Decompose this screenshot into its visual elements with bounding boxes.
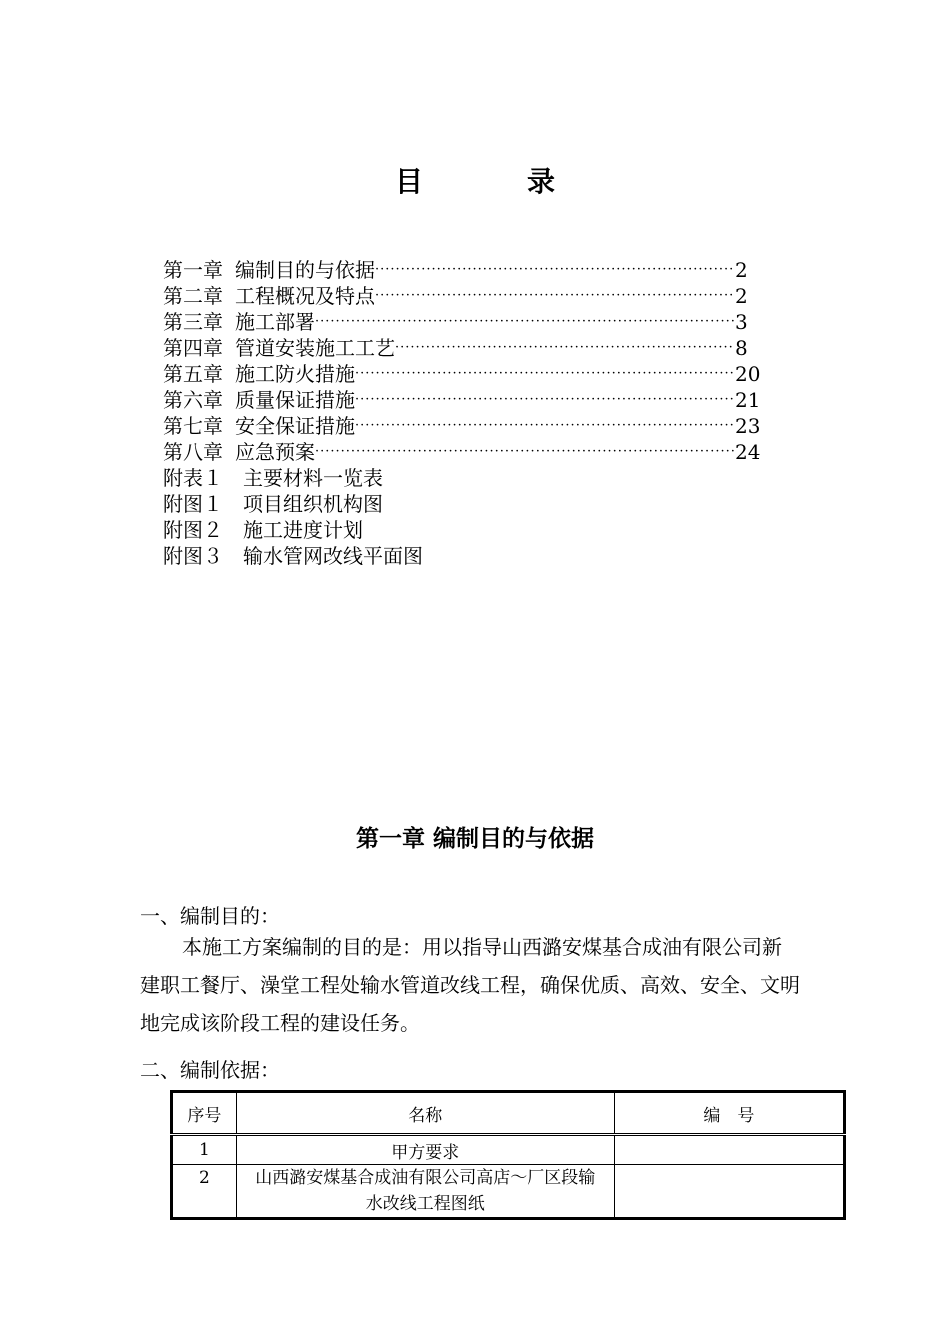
toc-chapter-number: 第二章 (163, 284, 223, 308)
toc-page-number: 24 (735, 440, 761, 464)
toc-entry[interactable] (163, 439, 763, 465)
toc-chapter-name: 质量保证措施 (235, 388, 355, 412)
toc-appendix-name: 项目组织机构图 (243, 492, 383, 516)
table-cell-name: 山西潞安煤基合成油有限公司高店～厂区段输水改线工程图纸 (236, 1165, 614, 1219)
table-cell-no: 1 (172, 1135, 237, 1165)
toc-chapter-number: 第四章 (163, 336, 223, 360)
toc-appendix-label: 附表１ (163, 466, 223, 490)
toc-leader-dots (375, 257, 735, 283)
basis-table (170, 1090, 846, 1220)
toc-entry[interactable] (163, 387, 763, 413)
column-header-name: 名称 (236, 1092, 614, 1135)
toc-chapter-number: 第五章 (163, 362, 223, 386)
toc-page-number: 3 (735, 310, 748, 334)
toc-appendix-name: 施工进度计划 (243, 518, 363, 542)
toc-page-number: 8 (735, 336, 748, 360)
purpose-paragraph: 本施工方案编制的目的是：用以指导山西潞安煤基合成油有限公司新建职工餐厅、澡堂工程处输水管道改线工程，确保优质、高效、安全、文明地完成该阶段工程的建设任务。 (140, 935, 800, 1035)
toc-chapter-name: 管道安装施工工艺 (235, 336, 395, 360)
toc-entry[interactable] (163, 309, 763, 335)
toc-entry[interactable] (163, 361, 763, 387)
toc-page-number: 21 (735, 388, 761, 412)
toc-chapter-number: 第一章 (163, 258, 223, 282)
toc-appendix-entry[interactable] (163, 465, 763, 491)
toc-entry[interactable] (163, 335, 763, 361)
toc-entry[interactable] (163, 283, 763, 309)
toc-appendix-entry[interactable] (163, 543, 763, 569)
toc-chapter-name: 编制目的与依据 (235, 258, 375, 282)
toc-chapter-number: 第七章 (163, 414, 223, 438)
toc-leader-dots (355, 361, 735, 387)
toc-chapter-name: 施工防火措施 (235, 362, 355, 386)
toc-entry[interactable] (163, 257, 763, 283)
toc-appendix-name: 主要材料一览表 (243, 466, 383, 490)
section-heading-basis: 二、编制依据： (140, 1058, 280, 1082)
toc-appendix-label: 附图２ (163, 518, 223, 542)
toc-appendix-entry[interactable] (163, 517, 763, 543)
toc-chapter-name: 应急预案 (235, 440, 315, 464)
toc-title: 目 录 (394, 165, 593, 198)
table-header-row (172, 1092, 845, 1135)
toc-chapter-name: 施工部署 (235, 310, 315, 334)
toc-leader-dots (355, 387, 735, 413)
table-cell-no: 2 (172, 1165, 237, 1219)
toc-chapter-number: 第八章 (163, 440, 223, 464)
table-cell-code (614, 1135, 844, 1165)
toc-leader-dots (315, 439, 735, 465)
toc-page-number: 20 (735, 362, 761, 386)
toc-chapter-number: 第三章 (163, 310, 223, 334)
toc-chapter-name: 安全保证措施 (235, 414, 355, 438)
toc-entry[interactable] (163, 413, 763, 439)
table-cell-code (614, 1165, 844, 1219)
toc-leader-dots (375, 283, 735, 309)
toc-appendix-name: 输水管网改线平面图 (243, 544, 423, 568)
toc-page-number: 23 (735, 414, 761, 438)
toc-appendix-label: 附图１ (163, 492, 223, 516)
toc-leader-dots (315, 309, 735, 335)
toc-page-number: 2 (735, 284, 748, 308)
table-of-contents (163, 257, 763, 569)
table-cell-name: 甲方要求 (236, 1135, 614, 1165)
toc-chapter-number: 第六章 (163, 388, 223, 412)
column-header-no: 序号 (172, 1092, 237, 1135)
column-header-code: 编 号 (614, 1092, 844, 1135)
toc-leader-dots (395, 335, 735, 361)
chapter-title: 第一章 编制目的与依据 (355, 825, 594, 852)
toc-appendix-entry[interactable] (163, 491, 763, 517)
toc-chapter-name: 工程概况及特点 (235, 284, 375, 308)
toc-leader-dots (355, 413, 735, 439)
table-row (172, 1135, 845, 1165)
table-row (172, 1165, 845, 1219)
toc-appendix-label: 附图３ (163, 544, 223, 568)
section-heading-purpose: 一、编制目的： (140, 904, 280, 928)
toc-page-number: 2 (735, 258, 748, 282)
